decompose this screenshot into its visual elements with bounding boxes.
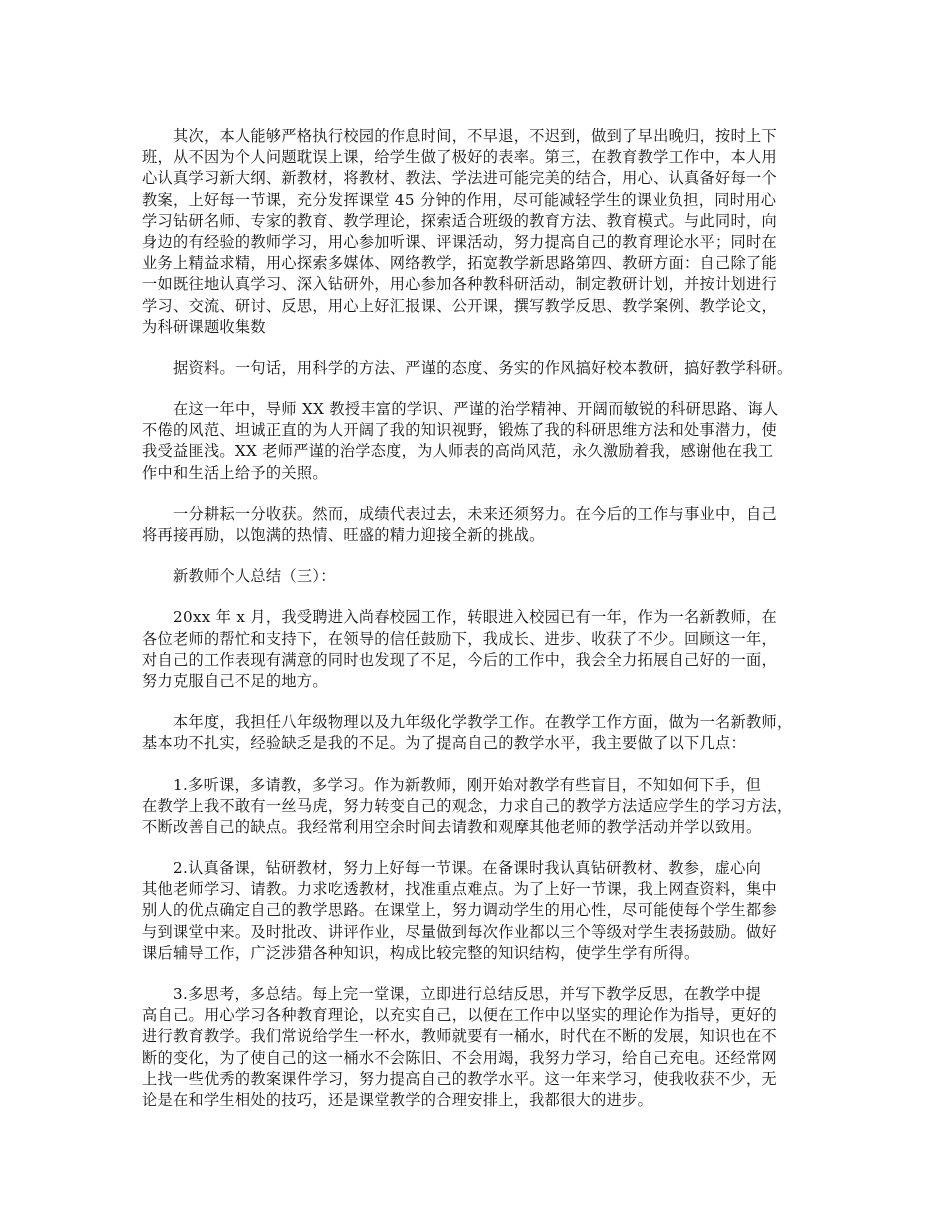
text-line: 基本功不扎实，经验缺乏是我的不足。为了提高自己的教学水平，我主要做了以下几点： bbox=[142, 734, 747, 753]
text-line: 作中和生活上给予的关照。 bbox=[142, 463, 328, 482]
paragraph bbox=[142, 858, 824, 964]
paragraph bbox=[142, 504, 824, 546]
text-line: 一分耕耘一分收获。然而，成绩代表过去，未来还须努力。在今后的工作与事业中，自己 bbox=[173, 504, 778, 523]
text-line: 业务上精益求精，用心探索多媒体、网络教学，拓宽教学新思路第四、教研方面：自己除了能 bbox=[142, 254, 777, 273]
text-line: 其次，本人能够严格执行校园的作息时间，不早退，不迟到，做到了早出晚归，按时上下 bbox=[173, 127, 778, 145]
paragraph bbox=[142, 712, 824, 754]
text-line: 班，从不因为个人问题耽误上课，给学生做了极好的表率。第三，在教育教学工作中，本人用 bbox=[142, 148, 777, 167]
text-line: 对自己的工作表现有满意的同时也发现了不足，今后的工作中，我会全力拓展自己好的一面， bbox=[142, 650, 777, 669]
text-line: 不倦的风范、坦诚正直的为人开阔了我的知识视野，锻炼了我的科研思维方法和处事潜力，使 bbox=[142, 421, 777, 440]
paragraph bbox=[142, 984, 824, 1111]
text-line: 在这一年中，导师 XX 教授丰富的学识、严谨的治学精神、开阔而敏锐的科研思路、诲人 bbox=[173, 400, 779, 419]
text-line: 上找一些优秀的教案课件学习，努力提高自己的教学水平。这一年来学习，使我收获不少，无 bbox=[142, 1069, 777, 1088]
text-line: 将再接再励，以饱满的热情、旺盛的精力迎接全新的挑战。 bbox=[142, 526, 545, 544]
text-line: 本年度，我担任八年级物理以及九年级化学教学工作。在教学工作方面，做为一名新教师， bbox=[173, 713, 793, 732]
text-line: 20xx 年 x 月，我受聘进入尚春校园工作，转眼进入校园已有一年，作为一名新教师，在 bbox=[173, 608, 777, 627]
paragraph bbox=[142, 607, 824, 692]
text-line: 学习、交流、研讨、反思，用心上好汇报课、公开课，撰写教学反思、教学案例、教学论文， bbox=[142, 296, 777, 315]
text-line: 断的变化，为了使自己的这一桶水不会陈旧、不会用竭，我努力学习，给自己充电。还经常网 bbox=[142, 1048, 777, 1067]
document-body bbox=[142, 126, 824, 1131]
text-line: 2.认真备课，钻研教材，努力上好每一节课。在备课时我认真钻研教材、教参，虚心向 bbox=[173, 859, 762, 878]
text-line: 进行教育教学。我们常说给学生一杯水，教师就要有一桶水，时代在不断的发展，知识也在不 bbox=[142, 1027, 777, 1046]
text-line: 据资料。一句话，用科学的方法、严谨的态度、务实的作风搞好校本教研，搞好教学科研。 bbox=[173, 358, 793, 377]
text-line: 努力克服自己不足的地方。 bbox=[142, 671, 328, 690]
text-line: 不断改善自己的缺点。我经常利用空余时间去请教和观摩其他老师的教学活动并学以致用。 bbox=[142, 817, 762, 836]
text-line: 1.多听课，多请教，多学习。作为新教师，刚开始对教学有些盲目，不知如何下手，但 bbox=[173, 775, 762, 794]
text-line: 心认真学习新大纲、新教材，将教材、教法、学法进可能完美的结合，用心、认真备好每一个 bbox=[142, 169, 777, 188]
text-line: 为科研课题收集数 bbox=[142, 317, 266, 336]
text-line: 高自己。用心学习各种教育理论，以充实自己，以便在工作中以坚实的理论作为指导，更好的 bbox=[142, 1006, 777, 1025]
text-line: 教案，上好每一节课，充分发挥课堂 45 分钟的作用，尽可能减轻学生的课业负担，同时用心 bbox=[142, 190, 777, 209]
paragraph bbox=[142, 775, 824, 839]
text-line: 其他老师学习、请教。力求吃透教材，找准重点难点。为了上好一节课，我上网查资料，集中 bbox=[142, 880, 777, 899]
text-line: 学习钻研名师、专家的教育、教学理论，探索适合班级的教育方法、教育模式。与此同时，向 bbox=[142, 211, 777, 230]
text-line: 新教师个人总结（三）： bbox=[173, 567, 336, 586]
paragraph bbox=[142, 566, 824, 587]
text-line: 各位老师的帮忙和支持下，在领导的信任鼓励下，我成长、进步、收获了不少。回顾这一年， bbox=[142, 629, 777, 648]
text-line: 身边的有经验的教师学习，用心参加听课、评课活动，努力提高自己的教育理论水平；同时在 bbox=[142, 232, 777, 251]
text-line: 我受益匪浅。XX 老师严谨的治学态度，为人师表的高尚风范，永久激励着我，感谢他在我工 bbox=[142, 442, 774, 461]
text-line: 课后辅导工作，广泛涉猎各种知识，构成比较完整的知识结构，使学生学有所得。 bbox=[142, 943, 700, 962]
paragraph bbox=[142, 126, 824, 338]
text-line: 别人的优点确定自己的教学思路。在课堂上，努力调动学生的用心性，尽可能使每个学生都参 bbox=[142, 901, 777, 920]
text-line: 与到课堂中来。及时批改、讲评作业，尽量做到每次作业都以三个等级对学生表扬鼓励。做好 bbox=[142, 922, 777, 941]
text-line: 3.多思考，多总结。每上完一堂课，立即进行总结反思，并写下教学反思，在教学中提 bbox=[173, 985, 762, 1003]
text-line: 论是在和学生相处的技巧，还是课堂教学的合理安排上，我都很大的进步。 bbox=[142, 1090, 654, 1109]
text-line: 在教学上我不敢有一丝马虎，努力转变自己的观念，力求自己的教学方法适应学生的学习方法， bbox=[142, 796, 793, 815]
paragraph bbox=[142, 399, 824, 484]
text-line: 一如既往地认真学习、深入钻研外，用心参加各种教科研活动，制定教研计划，并按计划进行 bbox=[142, 275, 777, 294]
paragraph bbox=[142, 358, 824, 379]
